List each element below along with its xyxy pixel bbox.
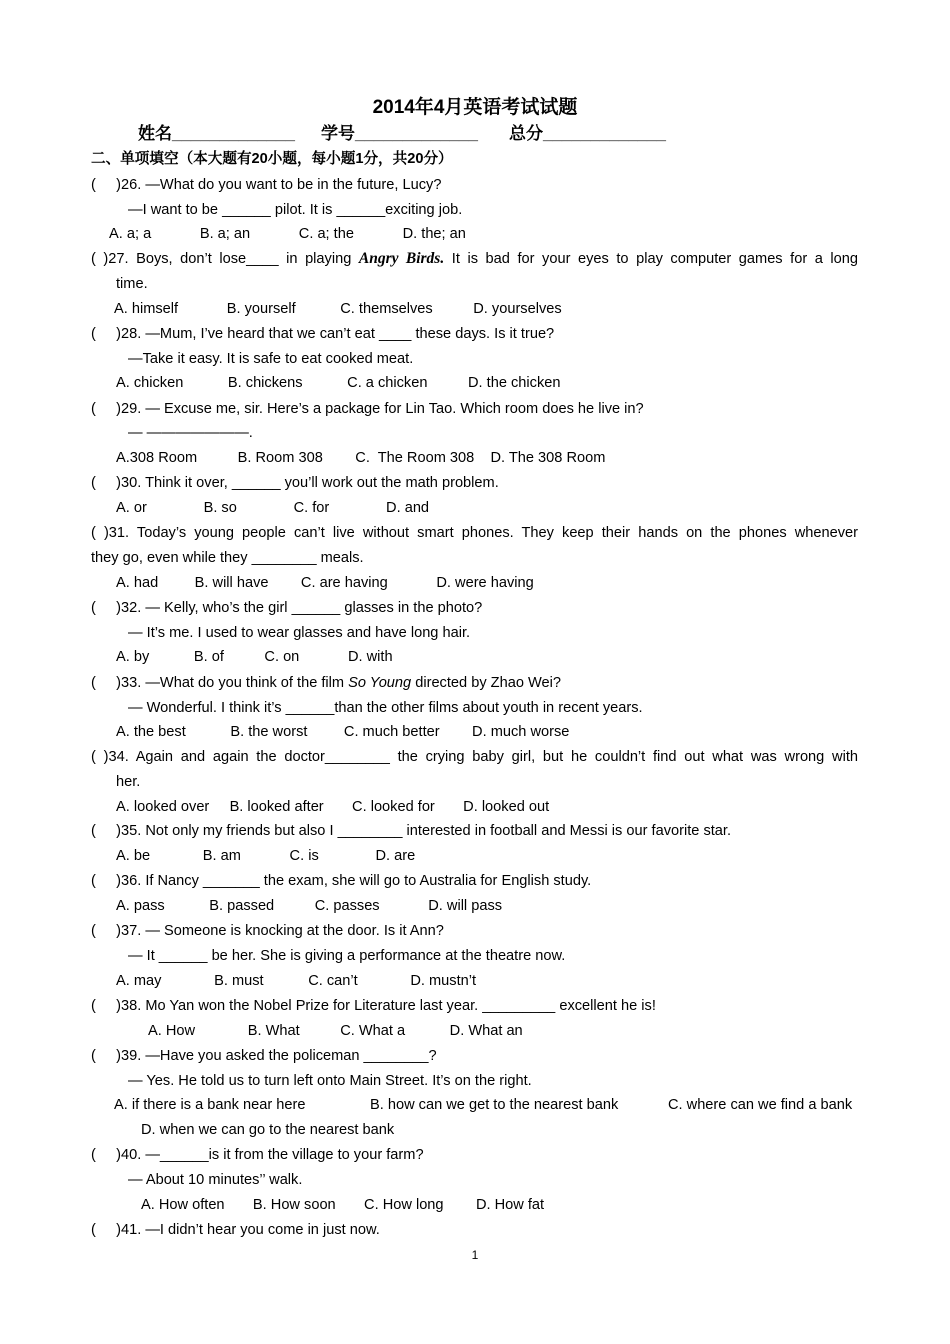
question-28-stem: ( )28. —Mum, I’ve heard that we can’t eat ____ these days. Is it true? (91, 326, 555, 342)
question-33-reply: — Wonderful. I think it’s ______than the other films about youth in recent years. (128, 700, 643, 716)
question-27-options: A. himself B. yourself C. themselves D. yourselves (114, 301, 562, 317)
question-38-options: A. How B. What C. What a D. What an (148, 1023, 523, 1039)
question-39-option-d: D. when we can go to the nearest bank (141, 1122, 395, 1138)
question-33-stem (91, 673, 561, 693)
question-37-options: A. may B. must C. can’t D. mustn’t (116, 973, 477, 989)
question-37-stem: ( )37. — Someone is knocking at the door. Is it Ann? (91, 923, 444, 939)
question-37-reply: — It ______ be her. She is giving a performance at the theatre now. (128, 948, 566, 964)
name-field: 姓名_____________ (138, 124, 295, 143)
question-35-options: A. be B. am C. is D. are (116, 848, 416, 864)
question-26-reply: —I want to be ______ pilot. It is ______exciting job. (128, 202, 463, 218)
question-31-options: A. had B. will have C. are having D. were having (116, 575, 534, 591)
page-title: 2014年4月英语考试试题 (372, 97, 578, 118)
question-29-stem: ( )29. — Excuse me, sir. Here’s a package for Lin Tao. Which room does he live in? (91, 401, 644, 417)
page-number: 1 (471, 1248, 479, 1262)
question-27-stem-pre: ( )27. Boys, don’t lose____ in playing (91, 251, 352, 267)
question-41-stem: ( )41. —I didn’t hear you come in just now. (91, 1222, 380, 1238)
question-34-continuation: her. (116, 774, 141, 790)
question-33-stem-post: directed by Zhao Wei? (411, 675, 561, 691)
question-26-options: A. a; a B. a; an C. a; the D. the; an (109, 226, 466, 242)
question-29-reply: — ———————. (128, 425, 253, 441)
question-35-stem: ( )35. Not only my friends but also I ________ interested in football and Messi is our favorite star. (91, 823, 732, 839)
question-29-options: A.308 Room B. Room 308 C. The Room 308 D. The 308 Room (116, 450, 606, 466)
question-39-stem: ( )39. —Have you asked the policeman ________? (91, 1048, 437, 1064)
question-28-options: A. chicken B. chickens C. a chicken D. the chicken (116, 375, 561, 391)
section-heading: 二、单项填空（本大题有20小题，每小题1分，共20分） (91, 151, 453, 167)
question-39-option-b: B. how can we get to the nearest bank (370, 1097, 619, 1113)
question-32-stem: ( )32. — Kelly, who’s the girl ______ glasses in the photo? (91, 600, 483, 616)
question-28-reply: —Take it easy. It is safe to eat cooked meat. (128, 351, 414, 367)
question-32-reply: — It’s me. I used to wear glasses and have long hair. (128, 625, 471, 641)
question-27-stem-post: It is bad for your eyes to play computer games for a long (451, 251, 859, 267)
question-40-reply: — About 10 minutes’’ walk. (128, 1172, 303, 1188)
student-number-field: 学号_____________ (321, 124, 478, 143)
question-34-stem: ( )34. Again and again the doctor________ the crying baby girl, but he couldn’t find out what was wrong with (91, 749, 858, 765)
question-33-options: A. the best B. the worst C. much better D. much worse (116, 724, 570, 740)
question-30-stem: ( )30. Think it over, ______ you’ll work out the math problem. (91, 475, 499, 491)
question-31-continuation: they go, even while they ________ meals. (91, 550, 364, 566)
question-27-emphasis: Angry Birds. (358, 250, 445, 267)
question-36-stem: ( )36. If Nancy _______ the exam, she will go to Australia for English study. (91, 873, 592, 889)
question-40-stem: ( )40. —______is it from the village to your farm? (91, 1147, 424, 1163)
question-27-stem (91, 249, 858, 269)
question-27-continuation: time. (116, 276, 148, 292)
question-34-options: A. looked over B. looked after C. looked for D. looked out (116, 799, 550, 815)
question-39-option-c: C. where can we find a bank (668, 1097, 853, 1113)
question-30-options: A. or B. so C. for D. and (116, 500, 430, 516)
question-39-reply: — Yes. He told us to turn left onto Main Street. It’s on the right. (128, 1073, 532, 1089)
question-32-options: A. by B. of C. on D. with (116, 649, 393, 665)
question-31-stem: ( )31. Today’s young people can’t live without smart phones. They keep their hands on the phones whenever (91, 525, 858, 541)
question-36-options: A. pass B. passed C. passes D. will pass (116, 898, 503, 914)
question-39-option-a: A. if there is a bank near here (114, 1097, 306, 1113)
question-40-options: A. How often B. How soon C. How long D. How fat (141, 1197, 545, 1213)
total-score-field: 总分_____________ (509, 124, 666, 143)
question-33-stem-pre: ( )33. —What do you think of the film (91, 675, 349, 691)
question-26-stem: ( )26. —What do you want to be in the future, Lucy? (91, 177, 442, 193)
question-38-stem: ( )38. Mo Yan won the Nobel Prize for Literature last year. _________ excellent he is! (91, 998, 656, 1014)
question-33-film-title: So Young (348, 675, 412, 691)
